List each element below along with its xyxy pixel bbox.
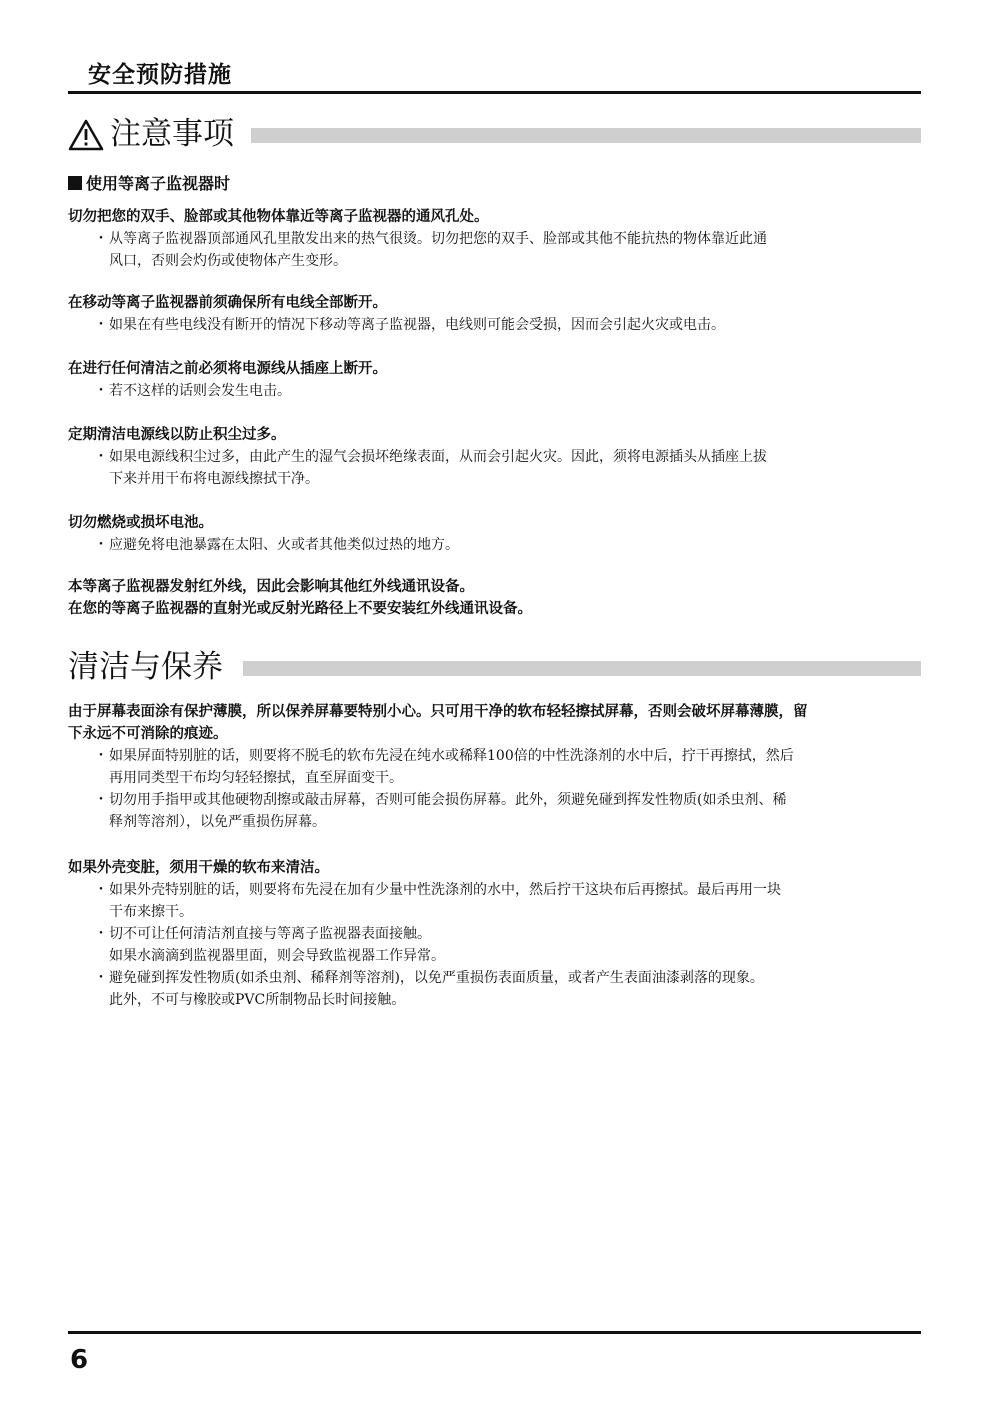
precaution-bullet: ・ 从等离子监视器顶部通风孔里散发出来的热气很烫。切勿把您的双手、脸部或其他不能抗热的物体靠近此通 风口，否则会灼伤或使物体产生变形。: [68, 228, 921, 272]
infrared-note-line: 在您的等离子监视器的直射光或反射光路径上不要安装红外线通讯设备。: [68, 601, 532, 617]
square-bullet-icon: [68, 176, 82, 190]
precaution-item: [68, 424, 921, 490]
precautions-section-heading: [68, 112, 921, 156]
infrared-note: [68, 576, 921, 620]
cleaning-lead: 如果外壳变脏，须用干燥的软布来清洁。: [68, 860, 329, 876]
cleaning-bullet: ・ 如果屏面特别脏的话，则要将不脱毛的软布先浸在纯水或稀释100倍的中性洗涤剂的水中后，拧干再擦拭，然后 再用同类型干布均匀轻轻擦拭，直至屏面变干。: [68, 745, 921, 789]
precaution-lead: 在进行任何清洁之前必须将电源线从插座上断开。: [68, 361, 387, 377]
cleaning-section-heading: [68, 645, 921, 689]
precaution-lead: 定期清洁电源线以防止积尘过多。: [68, 427, 286, 443]
precaution-item: [68, 292, 921, 336]
cleaning-item: [68, 701, 921, 833]
cleaning-lead: 由于屏幕表面涂有保护薄膜，所以保养屏幕要特别小心。只可用干净的软布轻轻擦拭屏幕，否则会破坏屏幕薄膜，留: [68, 704, 808, 720]
cleaning-bullet: ・ 切勿用手指甲或其他硬物刮擦或敲击屏幕，否则可能会损伤屏幕。此外，须避免碰到挥发性物质(如杀虫剂、稀 释剂等溶剂），以免严重损伤屏幕。: [68, 789, 921, 833]
infrared-note-line: 本等离子监视器发射红外线，因此会影响其他红外线通讯设备。: [68, 579, 474, 595]
precaution-bullet: ・ 如果在有些电线没有断开的情况下移动等离子监视器，电线则可能会受损，因而会引起火灾或电击。: [68, 314, 921, 336]
warning-triangle-icon: [68, 119, 104, 151]
precaution-lead: 切勿燃烧或损坏电池。: [68, 515, 213, 531]
cleaning-lead: 下永远不可消除的痕迹。: [68, 726, 228, 742]
precaution-lead: 在移动等离子监视器前须确保所有电线全部断开。: [68, 295, 387, 311]
precaution-item: [68, 512, 921, 556]
cleaning-title: 清洁与保养: [68, 649, 223, 685]
header-divider: [68, 91, 921, 94]
precaution-bullet: ・ 应避免将电池暴露在太阳、火或者其他类似过热的地方。: [68, 534, 921, 556]
precaution-lead: 切勿把您的双手、脸部或其他物体靠近等离子监视器的通风孔处。: [68, 209, 489, 225]
cleaning-item: [68, 857, 921, 1011]
precaution-bullet: ・ 若不这样的话则会发生电击。: [68, 380, 921, 402]
page-number: 6: [70, 1345, 89, 1375]
precaution-bullet: ・ 如果电源线积尘过多，由此产生的湿气会损坏绝缘表面，从而会引起火灾。因此，须将电源插头从插座上拔 下来并用干布将电源线擦拭干净。: [68, 446, 921, 490]
precautions-subheading: 使用等离子监视器时: [68, 172, 230, 196]
precautions-title-bar: [251, 128, 921, 143]
precaution-item: [68, 206, 921, 272]
cleaning-bullet: ・ 切不可让任何清洁剂直接与等离子监视器表面接触。 如果水滴滴到监视器里面，则会导致监视器工作异常。: [68, 923, 921, 967]
footer-divider: [68, 1331, 921, 1334]
precautions-title: 注意事项: [110, 116, 234, 152]
cleaning-title-bar: [243, 661, 921, 676]
cleaning-bullet: ・ 避免碰到挥发性物质(如杀虫剂、稀释剂等溶剂)，以免严重损伤表面质量，或者产生表面油漆剥落的现象。 此外，不可与橡胶或PVC所制物品长时间接触。: [68, 967, 921, 1011]
cleaning-bullet: ・ 如果外壳特别脏的话，则要将布先浸在加有少量中性洗涤剂的水中，然后拧干这块布后再擦拭。最后再用一块 干布来擦干。: [68, 879, 921, 923]
precaution-item: [68, 358, 921, 402]
page-header-title: 安全预防措施: [88, 62, 232, 88]
